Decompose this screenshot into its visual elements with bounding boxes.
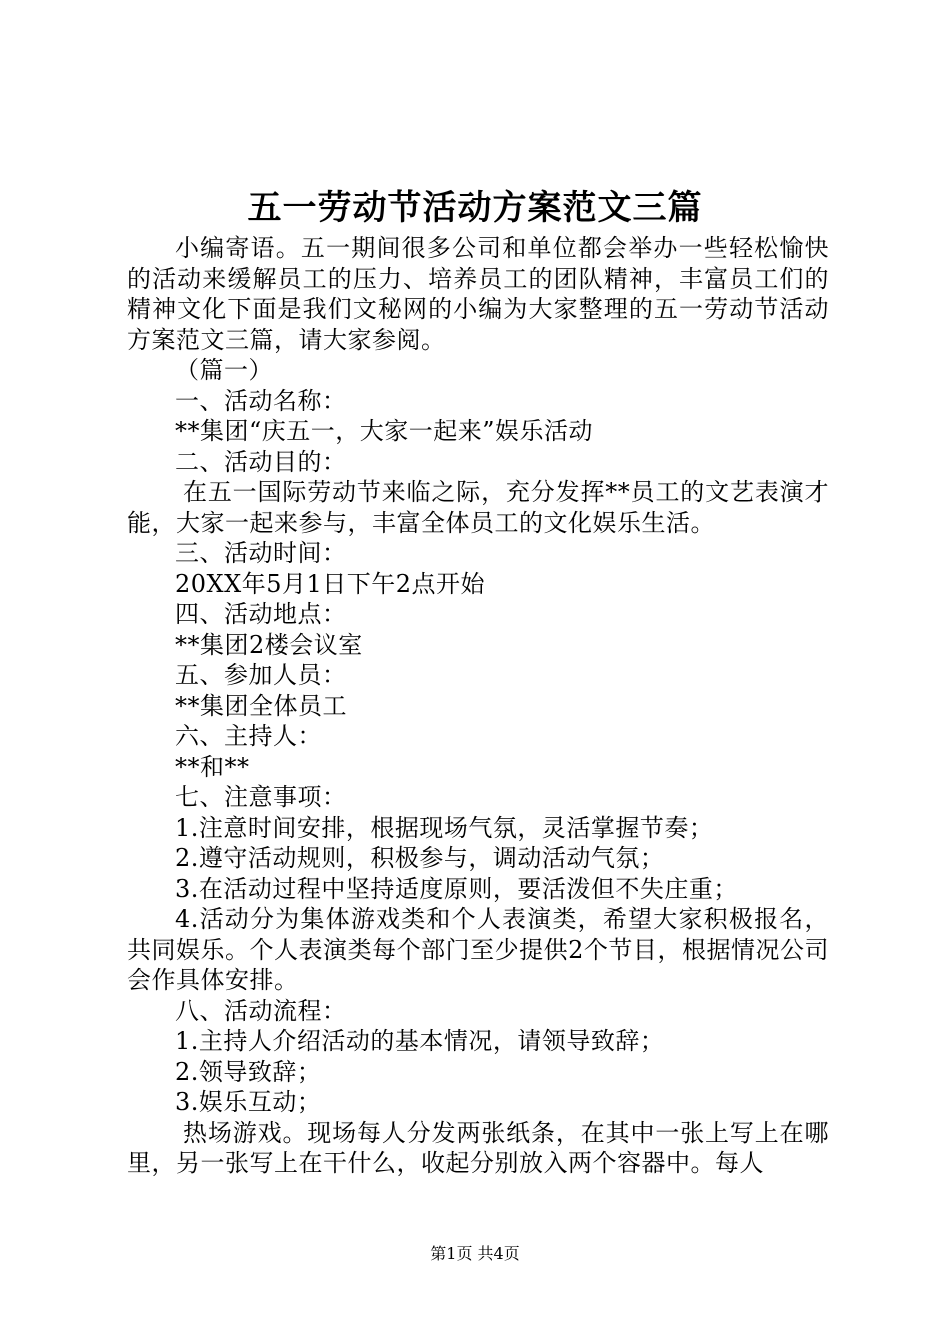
list-item: 3.在活动过程中坚持适度原则，要活泼但不失庄重； (175, 874, 738, 903)
paragraph-participants: **集团全体员工 (175, 691, 347, 720)
list-item: 3.娱乐互动； (175, 1088, 322, 1116)
paragraph-activity-time: 20XX年5月1日下午2点开始 (175, 569, 486, 598)
heading-participants: 五、参加人员： (175, 661, 347, 689)
page-title: 五一劳动节活动方案范文三篇 (247, 188, 703, 228)
paragraph-part-label: （篇一） (175, 356, 273, 384)
list-item: 4.活动分为集体游戏类和个人表演类，希望大家积极报名，共同娱乐。个人表演类每个部门至少提供2个节目，根据情况公司会作具体安排。 (127, 905, 829, 994)
heading-activity-location: 四、活动地点： (175, 600, 347, 628)
paragraph-activity-location: **集团2楼会议室 (175, 630, 363, 659)
paragraph-activity-purpose: 在五一国际劳动节来临之际，充分发挥**员工的文艺表演才能，大家一起来参与，丰富全体员工的文化娱乐生活。 (127, 478, 829, 537)
list-item: 1.注意时间安排，根据现场气氛，灵活掌握节奏； (175, 813, 714, 842)
list-item: 1.主持人介绍活动的基本情况，请领导致辞； (175, 1027, 665, 1055)
paragraph-warmup-game: 热场游戏。现场每人分发两张纸条，在其中一张上写上在哪里，另一张写上在干什么，收起分别放入两个容器中。每人 (127, 1118, 829, 1177)
document-body (127, 233, 829, 1179)
heading-activity-purpose: 二、活动目的： (175, 447, 347, 476)
heading-activity-name: 一、活动名称： (175, 386, 347, 415)
heading-notes: 七、注意事项： (175, 783, 347, 811)
list-item: 2.领导致辞； (175, 1057, 322, 1086)
paragraph-activity-name: **集团“庆五一，大家一起来”娱乐活动 (175, 417, 594, 445)
paragraph-intro: 小编寄语。五一期间很多公司和单位都会举办一些轻松愉快的活动来缓解员工的压力、培养员工的团队精神，丰富员工们的精神文化下面是我们文秘网的小编为大家整理的五一劳动节活动方案范文三篇，请大家参阅。 (127, 234, 829, 354)
paragraph-host: **和** (175, 752, 250, 781)
page-footer: 第1页 共4页 (430, 1244, 520, 1263)
heading-activity-time: 三、活动时间： (175, 539, 347, 567)
list-item: 2.遵守活动规则，积极参与，调动活动气氛； (175, 844, 665, 872)
heading-process: 八、活动流程： (175, 996, 347, 1025)
heading-host: 六、主持人： (175, 722, 322, 750)
